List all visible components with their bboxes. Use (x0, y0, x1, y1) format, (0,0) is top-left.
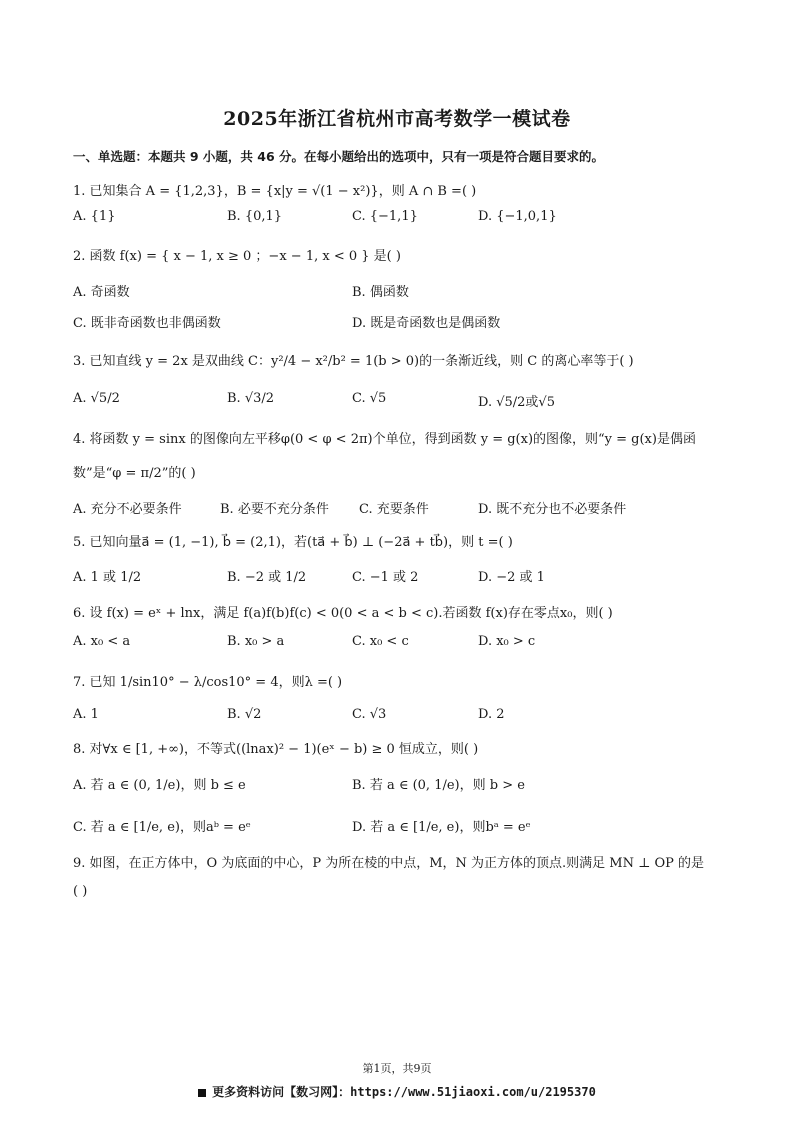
question-2-option-a: A. 奇函数 (73, 285, 130, 300)
question-2-option-d: D. 既是奇函数也是偶函数 (352, 316, 501, 331)
question-6-option-d: D. x₀ > c (478, 634, 536, 649)
question-3-option-a: A. √5/2 (73, 391, 120, 406)
question-1-option-d: D. {−1,0,1} (478, 209, 557, 224)
question-1-option-a: A. {1} (73, 209, 116, 224)
question-2-option-b: B. 偶函数 (352, 285, 409, 300)
question-6-option-a: A. x₀ < a (73, 634, 131, 649)
question-1-option-b: B. {0,1} (227, 209, 283, 224)
question-4-stem-line1: 4. 将函数 y = sinx 的图像向左平移φ(0 < φ < 2π)个单位，得到函数 y = g(x)的图像，则“y = g(x)是偶函 (73, 432, 696, 447)
question-4-option-b: B. 必要不充分条件 (220, 502, 329, 517)
question-7-option-d: D. 2 (478, 707, 505, 722)
question-4-stem-line2: 数”是“φ = π/2”的( ) (73, 466, 196, 481)
question-7-option-c: C. √3 (352, 707, 387, 722)
question-8-option-d: D. 若 a ∈ [1/e, e)，则bᵃ = eᵉ (352, 820, 531, 835)
question-8-option-a: A. 若 a ∈ (0, 1/e)，则 b ≤ e (73, 778, 246, 793)
flag-icon (198, 1089, 206, 1097)
question-8-option-c: C. 若 a ∈ [1/e, e)，则aᵇ = eᵉ (73, 820, 251, 835)
question-4-option-d: D. 既不充分也不必要条件 (478, 502, 627, 517)
question-5-option-a: A. 1 或 1/2 (73, 570, 142, 585)
question-6-stem: 6. 设 f(x) = eˣ + lnx，满足 f(a)f(b)f(c) < 0(0 < a < b < c).若函数 f(x)存在零点x₀，则( ) (73, 606, 613, 621)
question-1-stem: 1. 已知集合 A = {1,2,3}，B = {x|y = √(1 − x²)}，则 A ∩ B =( ) (73, 184, 477, 199)
question-5-stem: 5. 已知向量a⃗ = (1, −1), b⃗ = (2,1)，若(ta⃗ + b⃗) ⊥ (−2a⃗ + tb⃗)，则 t =( ) (73, 535, 513, 550)
question-4-option-c: C. 充要条件 (359, 502, 429, 517)
promo-text: 更多资料访问【数习网】：https://www.51jiaoxi.com/u/2195370 (212, 1085, 596, 1099)
question-6-option-b: B. x₀ > a (227, 634, 285, 649)
question-4-option-a: A. 充分不必要条件 (73, 502, 182, 517)
page-title: 2025年浙江省杭州市高考数学一模试卷 (223, 108, 571, 130)
question-3-stem: 3. 已知直线 y = 2x 是双曲线 C：y²/4 − x²/b² = 1(b > 0)的一条渐近线，则 C 的离心率等于( ) (73, 354, 634, 369)
question-5-option-d: D. −2 或 1 (478, 570, 545, 585)
question-6-option-c: C. x₀ < c (352, 634, 409, 649)
section-heading: 一、单选题：本题共 9 小题，共 46 分。在每小题给出的选项中，只有一项是符合题目要求的。 (73, 149, 605, 164)
question-8-option-b: B. 若 a ∈ (0, 1/e)，则 b > e (352, 778, 525, 793)
question-5-option-c: C. −1 或 2 (352, 570, 419, 585)
promo-line[interactable] (0, 1083, 794, 1100)
question-7-option-b: B. √2 (227, 707, 262, 722)
question-9-stem-line1: 9. 如图，在正方体中，O 为底面的中心，P 为所在棱的中点，M，N 为正方体的顶点.则满足 MN ⊥ OP 的是 (73, 856, 705, 871)
question-9-stem-line2: ( ) (73, 884, 88, 899)
question-3-option-d: D. √5/2或√5 (478, 395, 555, 410)
page-footer: 第1页，共9页 (362, 1062, 432, 1075)
question-3-option-b: B. √3/2 (227, 391, 275, 406)
question-2-option-c: C. 既非奇函数也非偶函数 (73, 316, 221, 331)
question-2-stem: 2. 函数 f(x) = { x − 1, x ≥ 0 ；−x − 1, x < 0 } 是( ) (73, 249, 401, 264)
question-7-stem: 7. 已知 1/sin10° − λ/cos10° = 4，则λ =( ) (73, 675, 343, 690)
question-5-option-b: B. −2 或 1/2 (227, 570, 307, 585)
question-1-option-c: C. {−1,1} (352, 209, 418, 224)
question-8-stem: 8. 对∀x ∈ [1, +∞)，不等式((lnax)² − 1)(eˣ − b) ≥ 0 恒成立，则( ) (73, 742, 479, 757)
question-7-option-a: A. 1 (73, 707, 99, 722)
question-3-option-c: C. √5 (352, 391, 387, 406)
